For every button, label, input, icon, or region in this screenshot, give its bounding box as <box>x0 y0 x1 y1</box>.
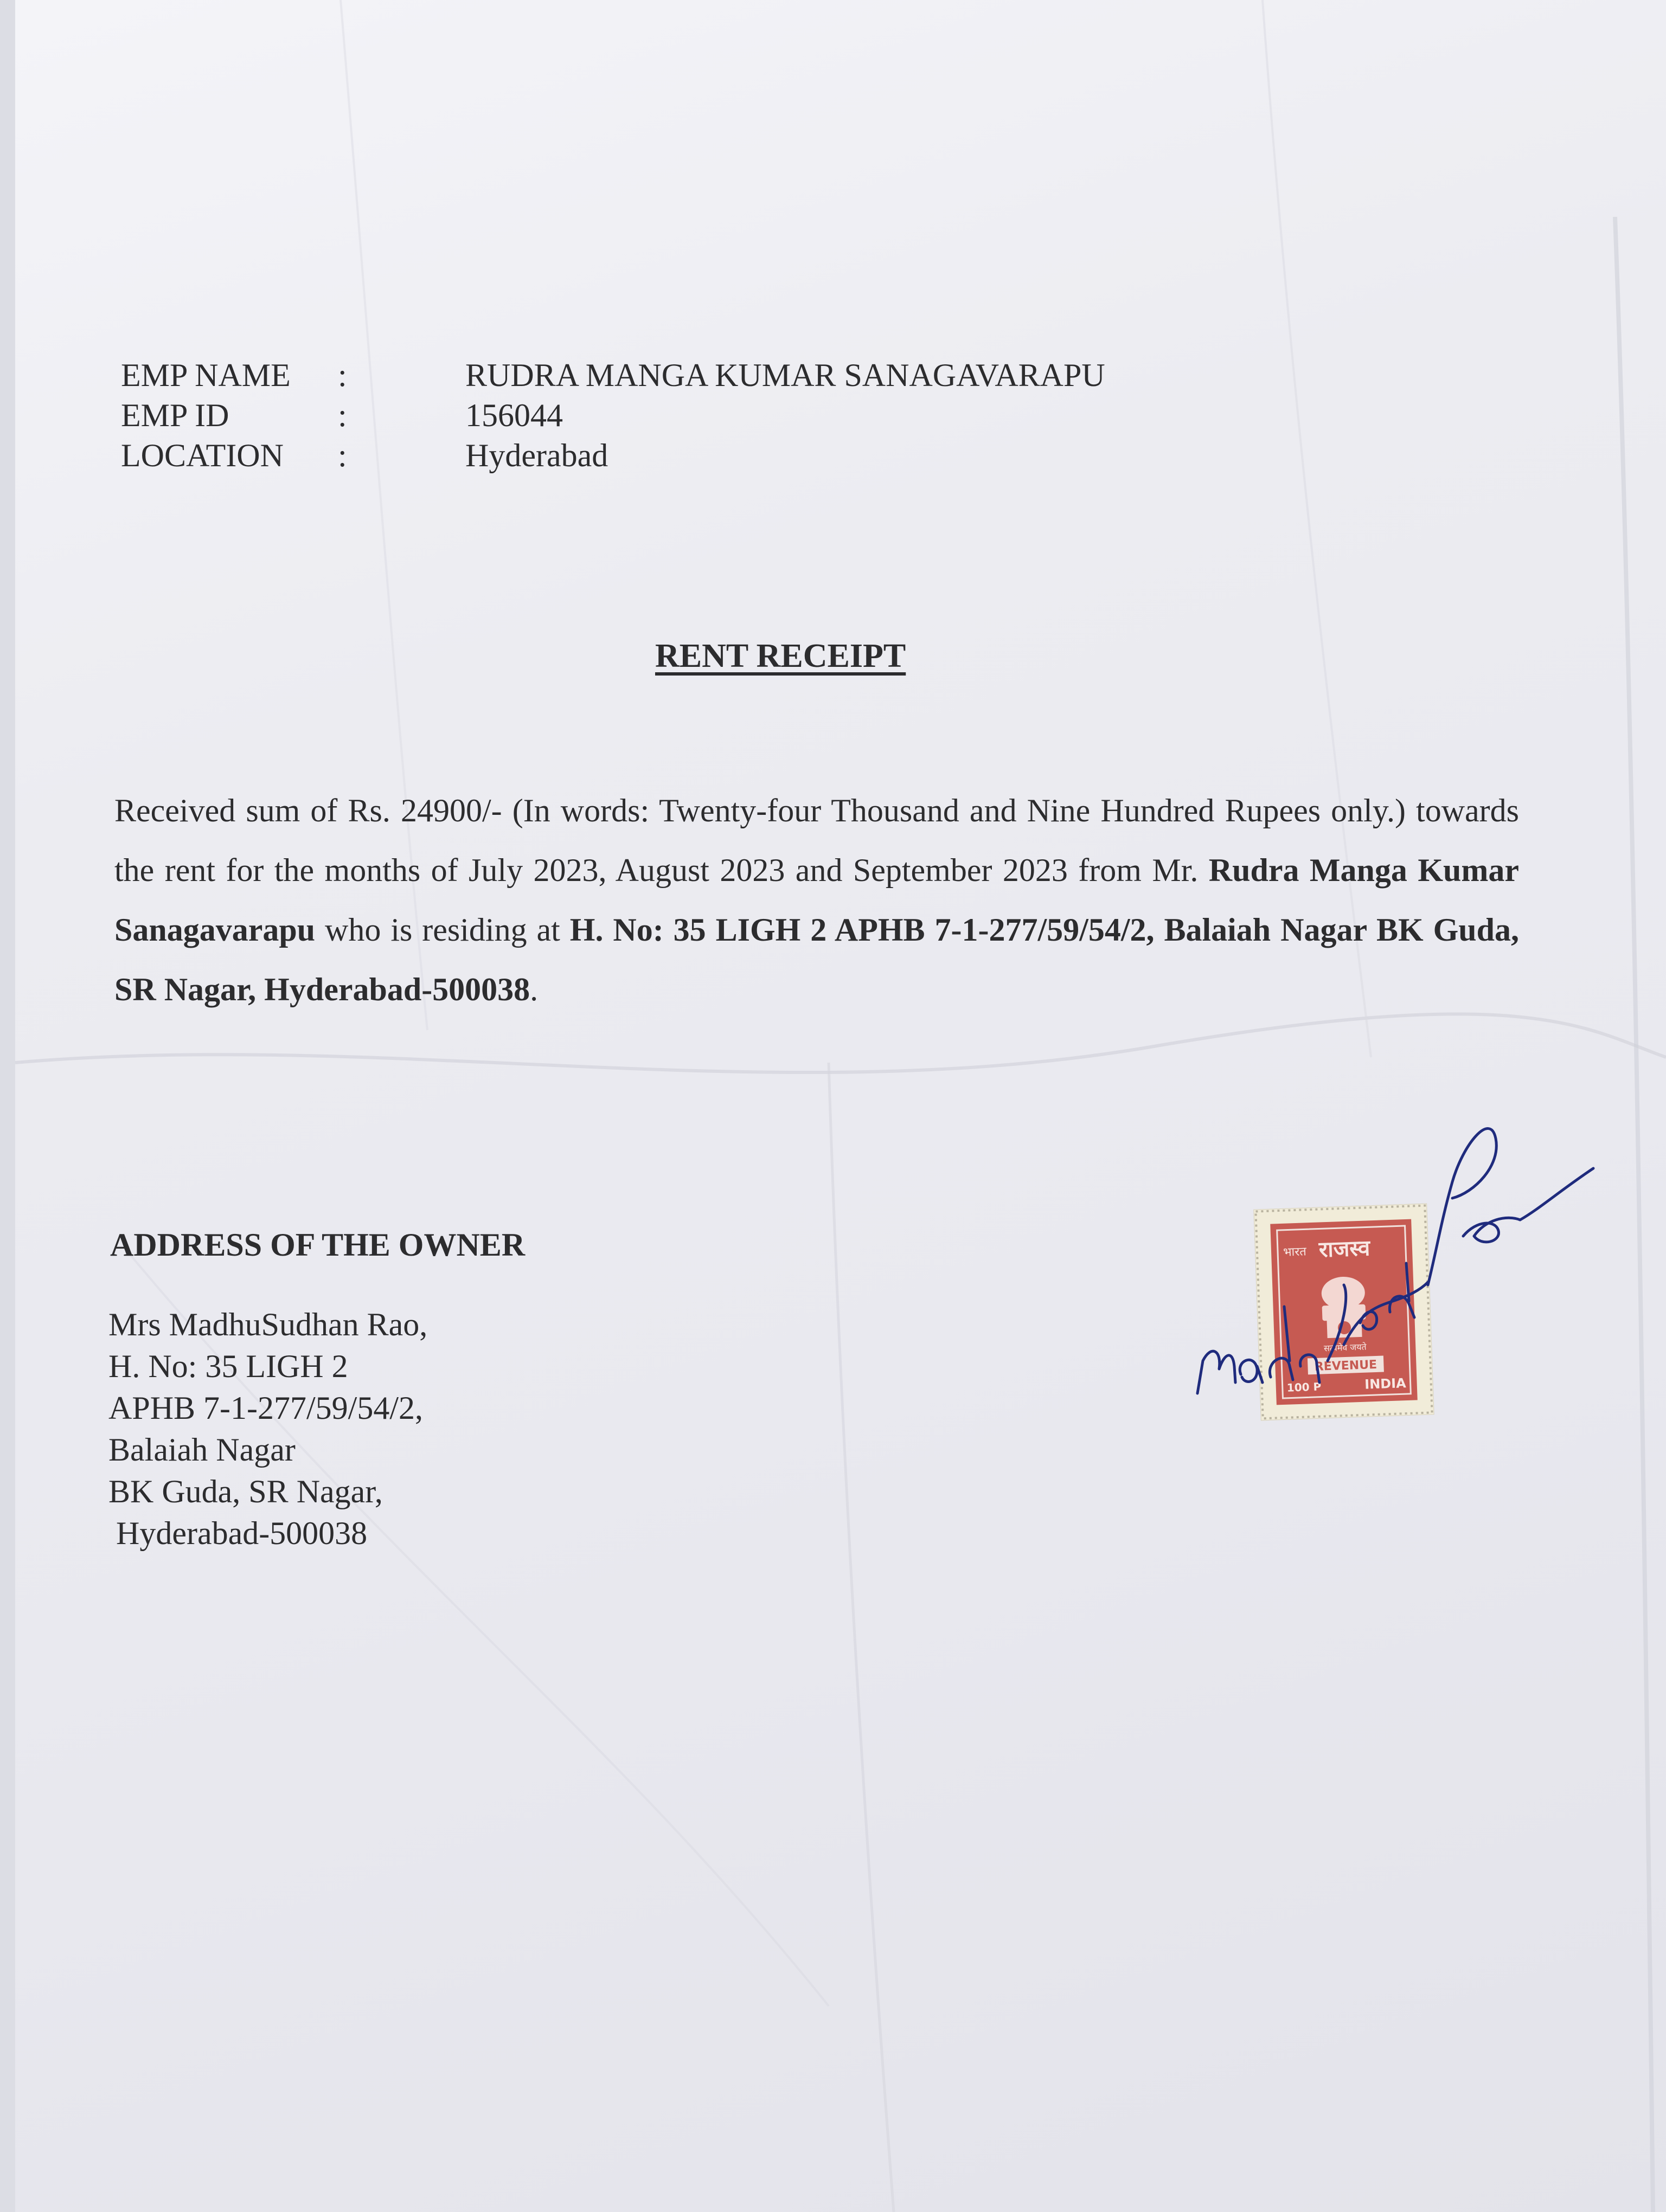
emp-location-label: LOCATION <box>121 438 284 473</box>
owner-address-line: BK Guda, SR Nagar, <box>108 1474 383 1509</box>
emp-name-colon: : <box>338 357 347 393</box>
stamp-revenue-label: REVENUE <box>1314 1358 1377 1374</box>
emp-id-colon: : <box>338 397 347 433</box>
owner-address-line: APHB 7-1-277/59/54/2, <box>108 1390 424 1426</box>
receipt-body-part2: who is residing at <box>315 912 570 948</box>
stamp-top-text: राजस्व <box>1318 1236 1370 1263</box>
receipt-page <box>15 0 1666 2212</box>
receipt-body <box>114 781 1519 1019</box>
tenant-name: Rudra Manga Kumar Sanagavarapu <box>114 852 1519 948</box>
owner-address-line: H. No: 35 LIGH 2 <box>108 1348 348 1384</box>
emp-id-label: EMP ID <box>121 397 229 433</box>
receipt-body-part3: . <box>530 972 539 1007</box>
receipt-body-part1: Received sum of Rs. 24900/- (In words: Twenty-four Thousand and Nine Hundred Rupees only.) towards the rent for the months of July 2023, August 2023 and September 2023 from Mr. <box>114 793 1519 888</box>
owner-address-line: Mrs MadhuSudhan Rao, <box>108 1307 428 1342</box>
stamp-value: 100 P <box>1286 1380 1322 1394</box>
tenant-address: H. No: 35 LIGH 2 APHB 7-1-277/59/54/2, Balaiah Nagar BK Guda, SR Nagar, Hyderabad-500038 <box>114 912 1519 1007</box>
stamp-hindi-text: सत्यमेव जयते <box>1323 1341 1367 1354</box>
receipt-title: RENT RECEIPT <box>655 638 906 674</box>
emp-location-value: Hyderabad <box>465 438 608 473</box>
emp-id-value: 156044 <box>465 397 563 433</box>
emp-name-label: EMP NAME <box>121 357 291 393</box>
stamp-top-left-text: भारत <box>1283 1245 1307 1259</box>
owner-address <box>108 1304 427 1554</box>
stamp-country: INDIA <box>1364 1375 1407 1392</box>
owner-address-line: Hyderabad-500038 <box>116 1515 368 1551</box>
emp-location-colon: : <box>338 438 347 473</box>
owner-signature <box>1181 1057 1604 1426</box>
owner-address-heading: ADDRESS OF THE OWNER <box>110 1227 526 1263</box>
owner-address-line: Balaiah Nagar <box>108 1432 296 1468</box>
emp-name-value: RUDRA MANGA KUMAR SANAGAVARAPU <box>465 357 1105 393</box>
